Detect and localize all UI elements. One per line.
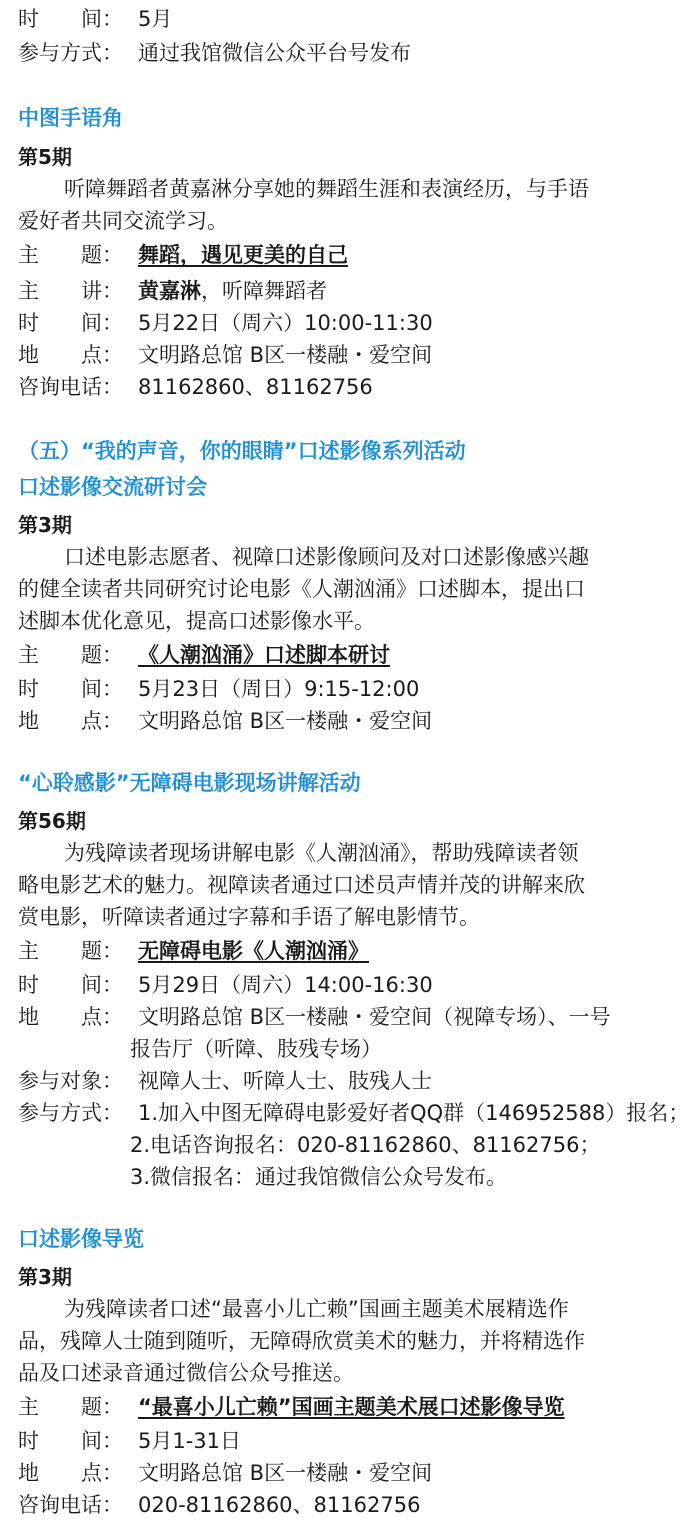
heading-audio-guide: 口述影像导览 [18, 1227, 144, 1251]
theme-row [18, 936, 369, 966]
time-row [18, 308, 433, 338]
desc-line: 为残障读者口述“最喜小儿亡赖”国画主题美术展精选作 [64, 1297, 569, 1321]
issue-number: 第3期 [18, 513, 72, 537]
method-value: 通过我馆微信公众平台号发布 [138, 41, 411, 65]
place-row [18, 1458, 432, 1488]
place-row [18, 340, 432, 370]
theme-row [18, 240, 348, 270]
phone-label: 咨询电话： [18, 375, 123, 399]
method-label: 参与方式： [18, 1101, 123, 1125]
phone-value: 81162860、81162756 [138, 375, 373, 399]
theme-label: 主 题： [18, 243, 123, 267]
place-value: 文明路总馆 B区一楼融・爱空间（视障专场）、一号 [138, 1005, 611, 1029]
section-heading: （五）“我的声音，你的眼睛”口述影像系列活动 [18, 439, 466, 463]
issue-number: 第5期 [18, 145, 72, 169]
method-item-3: 3.微信报名：通过我馆微信公众号发布。 [130, 1165, 508, 1189]
time-value: 5月1-31日 [138, 1429, 242, 1453]
theme-row [18, 1392, 565, 1422]
desc-line: 略电影艺术的魅力。视障读者通过口述员声情并茂的讲解来欣 [18, 873, 585, 897]
target-row [18, 1066, 432, 1096]
target-value: 视障人士、听障人士、肢残人士 [138, 1069, 432, 1093]
time-value: 5月29日（周六）14:00-16:30 [138, 973, 433, 997]
theme-value: 舞蹈，遇见更美的自己 [138, 243, 348, 267]
place-label: 地 点： [18, 709, 123, 733]
place-label: 地 点： [18, 1461, 123, 1485]
time-label: 时 间： [18, 7, 123, 31]
time-value: 5月 [138, 7, 173, 31]
desc-line: 为残障读者现场讲解电影《人潮汹涌》，帮助残障读者领 [64, 841, 579, 865]
time-label: 时 间： [18, 1429, 123, 1453]
speaker-desc: ，听障舞蹈者 [201, 279, 327, 303]
desc-line: 赏电影，听障读者通过字幕和手语了解电影情节。 [18, 905, 480, 929]
speaker-row [18, 276, 327, 306]
place-value: 文明路总馆 B区一楼融・爱空间 [138, 709, 433, 733]
time-row [18, 970, 433, 1000]
place-label: 地 点： [18, 1005, 123, 1029]
speaker-name: 黄嘉淋 [138, 279, 201, 303]
time-row [18, 1426, 241, 1456]
method-item-2: 2.电话咨询报名：020-81162860、81162756； [130, 1133, 601, 1157]
phone-row [18, 1490, 420, 1520]
time-row-top [18, 4, 172, 34]
method-row-top [18, 38, 411, 68]
phone-label: 咨询电话： [18, 1493, 123, 1517]
heading-audio-description-seminar: 口述影像交流研讨会 [18, 475, 207, 499]
desc-line: 听障舞蹈者黄嘉淋分享她的舞蹈生涯和表演经历，与手语 [64, 177, 589, 201]
theme-value: 《人潮汹涌》口述脚本研讨 [138, 643, 390, 667]
desc-line: 口述电影志愿者、视障口述影像顾问及对口述影像感兴趣 [64, 545, 589, 569]
place-label: 地 点： [18, 343, 123, 367]
time-row [18, 674, 419, 704]
place-row [18, 706, 432, 736]
issue-number: 第3期 [18, 1265, 72, 1289]
desc-line: 品，残障人士随到随听，无障碍欣赏美术的魅力，并将精选作 [18, 1329, 585, 1353]
place-value: 文明路总馆 B区一楼融・爱空间 [138, 1461, 433, 1485]
time-label: 时 间： [18, 677, 123, 701]
time-label: 时 间： [18, 973, 123, 997]
desc-line: 品及口述录音通过微信公众号推送。 [18, 1361, 354, 1385]
method-item-1: 1.加入中图无障碍电影爱好者QQ群（146952588）报名； [138, 1101, 690, 1125]
theme-value: 无障碍电影《人潮汹涌》 [138, 939, 369, 963]
theme-value: “最喜小儿亡赖”国画主题美术展口述影像导览 [138, 1395, 565, 1419]
place-row [18, 1002, 611, 1032]
place-value-cont: 报告厅（听障、肢残专场） [130, 1037, 382, 1061]
issue-number: 第56期 [18, 809, 86, 833]
theme-label: 主 题： [18, 939, 123, 963]
desc-line: 爱好者共同交流学习。 [18, 209, 228, 233]
desc-line: 的健全读者共同研究讨论电影《人潮汹涌》口述脚本，提出口 [18, 577, 585, 601]
method-label: 参与方式： [18, 41, 123, 65]
heading-sign-language-corner: 中图手语角 [18, 106, 123, 130]
time-label: 时 间： [18, 311, 123, 335]
phone-row [18, 372, 373, 402]
heading-accessible-film: “心聆感影”无障碍电影现场讲解活动 [18, 771, 361, 795]
method-row [18, 1098, 689, 1128]
phone-value: 020-81162860、81162756 [138, 1493, 421, 1517]
theme-label: 主 题： [18, 643, 123, 667]
theme-label: 主 题： [18, 1395, 123, 1419]
time-value: 5月23日（周日）9:15-12:00 [138, 677, 420, 701]
desc-line: 述脚本优化意见，提高口述影像水平。 [18, 609, 375, 633]
theme-row [18, 640, 390, 670]
time-value: 5月22日（周六）10:00-11:30 [138, 311, 433, 335]
place-value: 文明路总馆 B区一楼融・爱空间 [138, 343, 433, 367]
speaker-label: 主 讲： [18, 279, 123, 303]
target-label: 参与对象： [18, 1069, 123, 1093]
